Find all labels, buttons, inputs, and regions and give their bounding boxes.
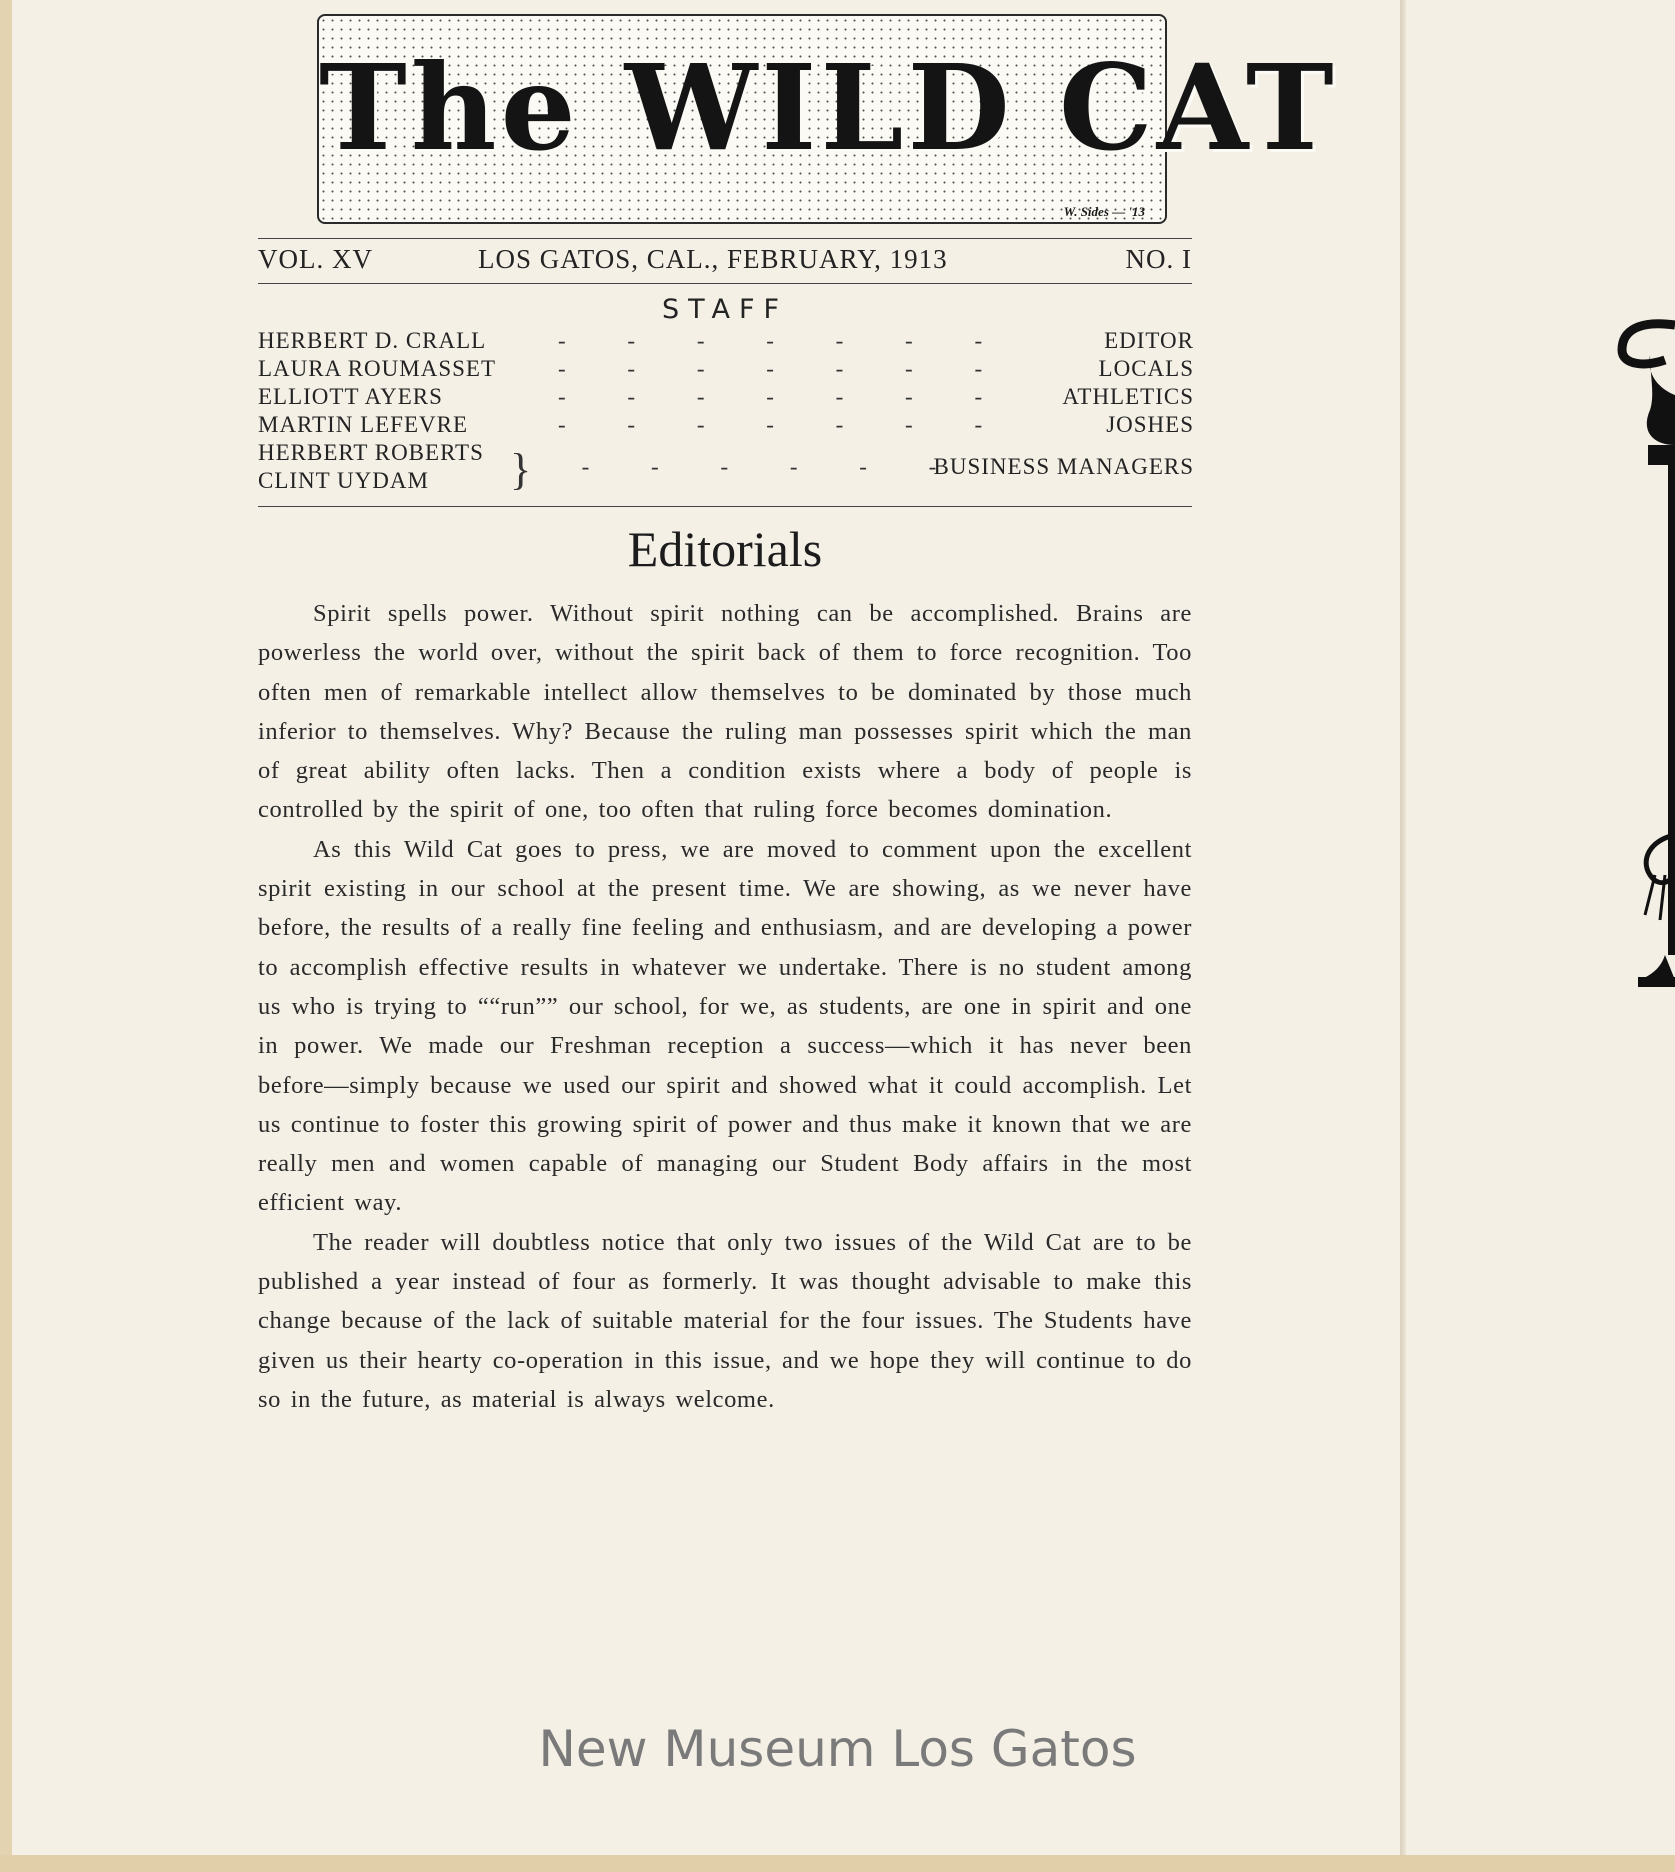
staff-name: ELLIOTT AYERS [258,384,443,409]
staff-list [258,328,1194,496]
masthead-title: The WILD CAT [319,38,1338,177]
article-paragraph: The reader will doubtless notice that only two issues of the Wild Cat are to be published a year instead of four as formerly. It was thought advisable to make this change because of the lack of suitable material for the four issues. The Students have given us their hearty co-operation in this issue, and we hope they will continue to do so in the future, as material is always welcome. [258,1228,1192,1413]
staff-row [258,384,1194,412]
divider-rule [258,506,1192,507]
staff-name: CLINT UYDAM [258,468,429,493]
artist-signature: W. Sides — '13 [1063,204,1145,219]
staff-role: BUSINESS MANAGERS [933,454,1194,479]
lamp-illustration [1610,315,1675,1135]
staff-row-business [258,440,1194,496]
editorial-article [258,594,1192,1419]
staff-role: JOSHES [1106,412,1194,437]
leader-dots: - - - - - - - [558,328,1011,353]
article-paragraph: Spirit spells power. Without spirit nothing can be accomplished. Brains are powerless the world over, without the spirit back of them to force recognition. Too often men of remarkable intellect allow themselves to be dominated by those much inferior to themselves. Why? Because the ruling man possesses spirit which the man of great ability often lacks. Then a condition exists where a body of people is controlled by the spirit of one, too often that ruling force becomes domination. [258,600,1192,824]
leader-dots: - - - - - - [581,454,965,479]
section-title: Editorials [627,521,823,577]
paper-edge [0,1855,1675,1872]
divider-rule [258,283,1192,284]
leader-dots: - - - - - - - [558,356,1011,381]
masthead-banner [317,14,1338,224]
staff-row [258,328,1194,356]
staff-role: EDITOR [1104,328,1194,353]
volume-label: VOL. XV [258,244,373,274]
staff-row [258,356,1194,384]
leader-dots: - - - - - - - [558,384,1011,409]
issue-line [258,244,1192,278]
place-date: LOS GATOS, CAL., FEBRUARY, 1913 [478,244,948,274]
staff-role: ATHLETICS [1062,384,1194,409]
article-paragraph: As this Wild Cat goes to press, we are moved to comment upon the excellent spirit existing in our school at the present time. We are showing, as we never have before, the results of a really fine feeling and enthusiasm, and are developing a power to accomplish effective results in whatever we undertake. There is no student among us who is trying to ““run”” our school, for we, as students, are one in spirit and one in power. We made our Freshman reception a success—which it has never been before—simply because we used our spirit and showed what it could accomplish. Let us continue to foster this growing spirit of power and thus make it known that we are really men and women capable of managing our Student Body affairs in the most efficient way. [258,835,1192,1217]
staff-name: HERBERT ROBERTS [258,440,484,465]
staff-heading: STAFF [661,294,789,325]
staff-name: LAURA ROUMASSET [258,356,497,381]
leader-dots: - - - - - - - [558,412,1011,437]
staff-role: LOCALS [1098,356,1194,381]
staff-row [258,412,1194,440]
museum-watermark: New Museum Los Gatos [538,1720,1137,1778]
brace-glyph: } [510,445,533,494]
staff-name: HERBERT D. CRALL [258,328,487,353]
staff-name: MARTIN LEFEVRE [258,412,469,437]
divider-rule [258,238,1192,239]
issue-number: NO. I [1125,244,1192,274]
